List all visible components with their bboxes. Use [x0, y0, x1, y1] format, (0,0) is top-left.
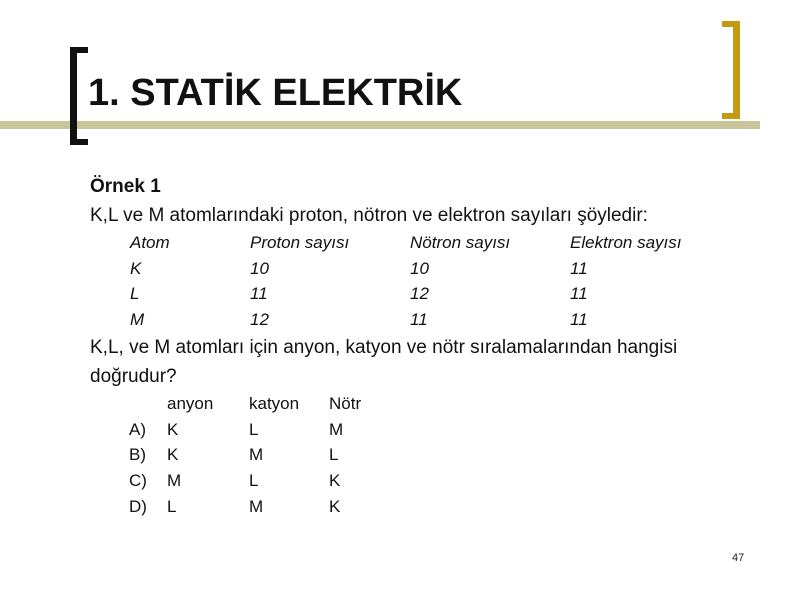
option-cell: L	[167, 497, 177, 516]
left-bracket-decoration	[70, 47, 77, 145]
option-header-katyon: katyon	[249, 394, 300, 413]
example-label: Örnek 1	[90, 176, 161, 197]
option-cell: K	[329, 471, 341, 490]
table-header-neutron: Nötron sayısı	[410, 233, 511, 252]
option-letter: D)	[129, 497, 147, 516]
option-letter: A)	[129, 420, 146, 439]
page-number: 47	[732, 552, 745, 564]
option-cell: M	[249, 445, 264, 464]
option-header-anyon: anyon	[167, 394, 214, 413]
table-cell: 11	[570, 284, 588, 303]
option-cell: K	[329, 497, 341, 516]
table-cell: 11	[570, 310, 588, 329]
option-cell: K	[167, 445, 179, 464]
table-cell: 11	[570, 259, 588, 278]
table-cell: M	[130, 310, 145, 329]
table-cell: 11	[250, 284, 268, 303]
table-cell: L	[130, 284, 140, 303]
table-header-electron: Elektron sayısı	[570, 233, 682, 252]
option-cell: L	[249, 420, 259, 439]
table-header-proton: Proton sayısı	[250, 233, 350, 252]
option-header-notr: Nötr	[329, 394, 362, 413]
question-line-1: K,L, ve M atomları için anyon, katyon ve nötr sıralamalarından hangisi	[90, 337, 678, 358]
option-cell: M	[249, 497, 264, 516]
option-cell: K	[167, 420, 179, 439]
option-cell: M	[167, 471, 182, 490]
option-letter: C)	[129, 471, 147, 490]
left-bracket-bottom	[70, 139, 88, 145]
table-cell: 10	[250, 259, 269, 278]
left-bracket-top	[70, 47, 88, 53]
title-underline-bar	[0, 121, 760, 129]
table-cell: 10	[410, 259, 429, 278]
right-bracket-bottom	[722, 113, 740, 119]
option-letter: B)	[129, 445, 146, 464]
intro-text: K,L ve M atomlarındaki proton, nötron ve elektron sayıları şöyledir:	[90, 205, 648, 226]
option-cell: L	[249, 471, 259, 490]
table-cell: 12	[250, 310, 269, 329]
option-cell: L	[329, 445, 339, 464]
table-cell: K	[130, 259, 142, 278]
option-cell: M	[329, 420, 344, 439]
table-header-atom: Atom	[130, 233, 170, 252]
right-bracket-decoration	[733, 21, 740, 119]
table-cell: 12	[410, 284, 429, 303]
table-cell: 11	[410, 310, 428, 329]
slide-title: 1. STATİK ELEKTRİK	[88, 72, 463, 114]
question-line-2: doğrudur?	[90, 366, 177, 387]
right-bracket-top	[722, 21, 740, 27]
